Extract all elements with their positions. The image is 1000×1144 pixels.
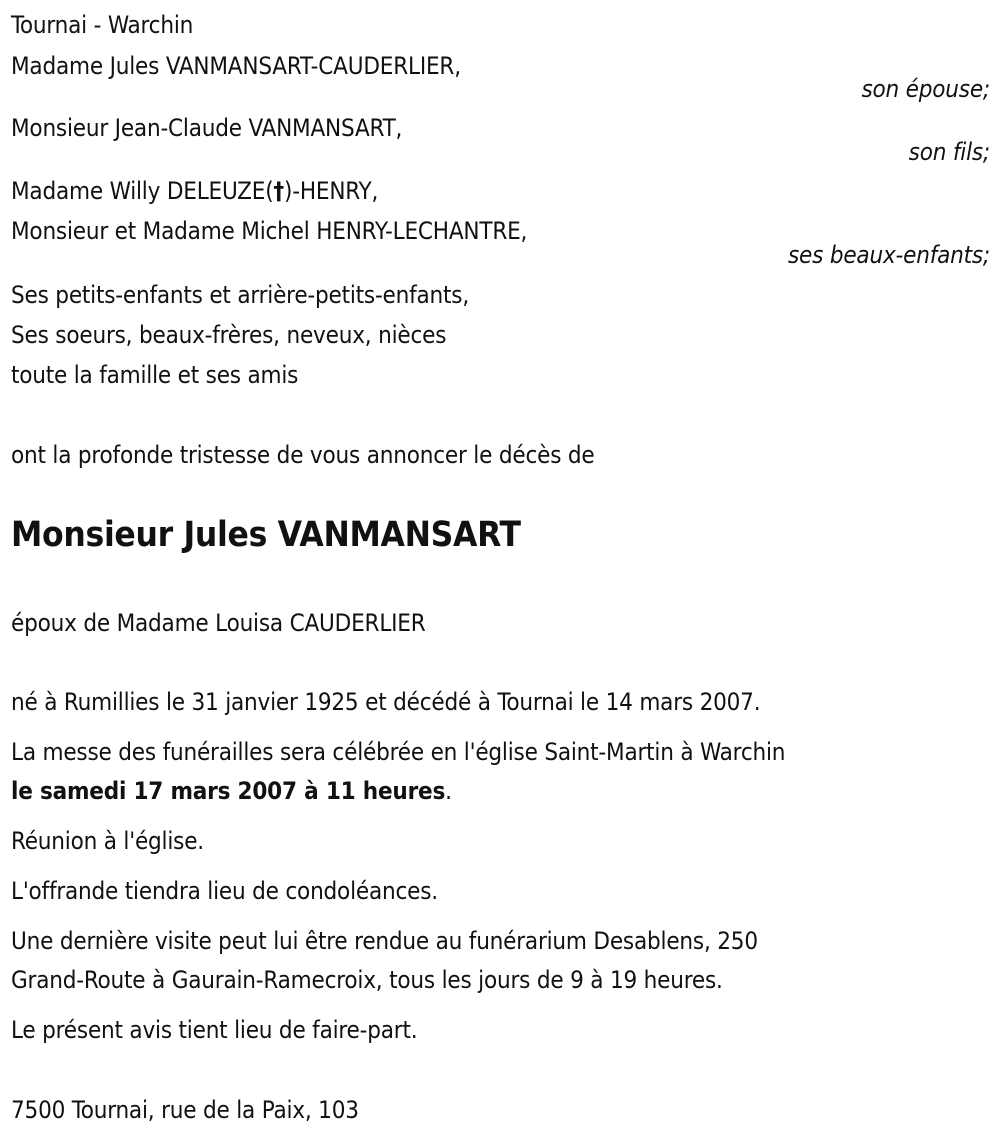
notice-text: Le présent avis tient lieu de faire-part. <box>11 1016 418 1044</box>
relation-spouse: son épouse; <box>861 75 990 103</box>
meeting-info: Réunion à l'église. <box>11 827 204 855</box>
family-member-stepchild-1 <box>11 176 378 206</box>
cross-icon: † <box>273 177 285 205</box>
family-member-stepchild-2: Monsieur et Madame Michel HENRY-LECHANTRE, <box>11 217 528 245</box>
visit-info-line-1: Une dernière visite peut lui être rendue au funérarium Desablens, 250 <box>11 927 758 955</box>
funeral-date <box>11 776 452 806</box>
relation-son: son fils; <box>908 138 990 166</box>
location-heading: Tournai - Warchin <box>11 11 194 39</box>
relatives-line-1: Ses petits-enfants et arrière-petits-enfants, <box>11 281 470 309</box>
funeral-mass: La messe des funérailles sera célébrée en l'église Saint-Martin à Warchin <box>11 738 786 766</box>
funeral-date-suffix: . <box>445 777 452 805</box>
deceased-spouse: époux de Madame Louisa CAUDERLIER <box>11 609 426 637</box>
family-member-spouse: Madame Jules VANMANSART-CAUDERLIER, <box>11 52 461 80</box>
offering-info: L'offrande tiendra lieu de condoléances. <box>11 877 438 905</box>
stepchild-1-name-start: Madame Willy DELEUZE( <box>11 177 274 205</box>
deceased-name: Monsieur Jules VANMANSART <box>11 515 521 555</box>
visit-info-line-2: Grand-Route à Gaurain-Ramecroix, tous les jours de 9 à 19 heures. <box>11 966 723 994</box>
relation-stepchildren: ses beaux-enfants; <box>787 241 990 269</box>
family-member-son: Monsieur Jean-Claude VANMANSART, <box>11 114 403 142</box>
relatives-line-2: Ses soeurs, beaux-frères, neveux, nièces <box>11 321 447 349</box>
stepchild-1-name-end: )-HENRY, <box>284 177 379 205</box>
announcement-text: ont la profonde tristesse de vous annoncer le décès de <box>11 441 595 469</box>
address: 7500 Tournai, rue de la Paix, 103 <box>11 1096 359 1124</box>
funeral-date-bold: le samedi 17 mars 2007 à 11 heures <box>11 777 446 805</box>
birth-death-info: né à Rumillies le 31 janvier 1925 et décédé à Tournai le 14 mars 2007. <box>11 688 761 716</box>
relatives-line-3: toute la famille et ses amis <box>11 361 299 389</box>
